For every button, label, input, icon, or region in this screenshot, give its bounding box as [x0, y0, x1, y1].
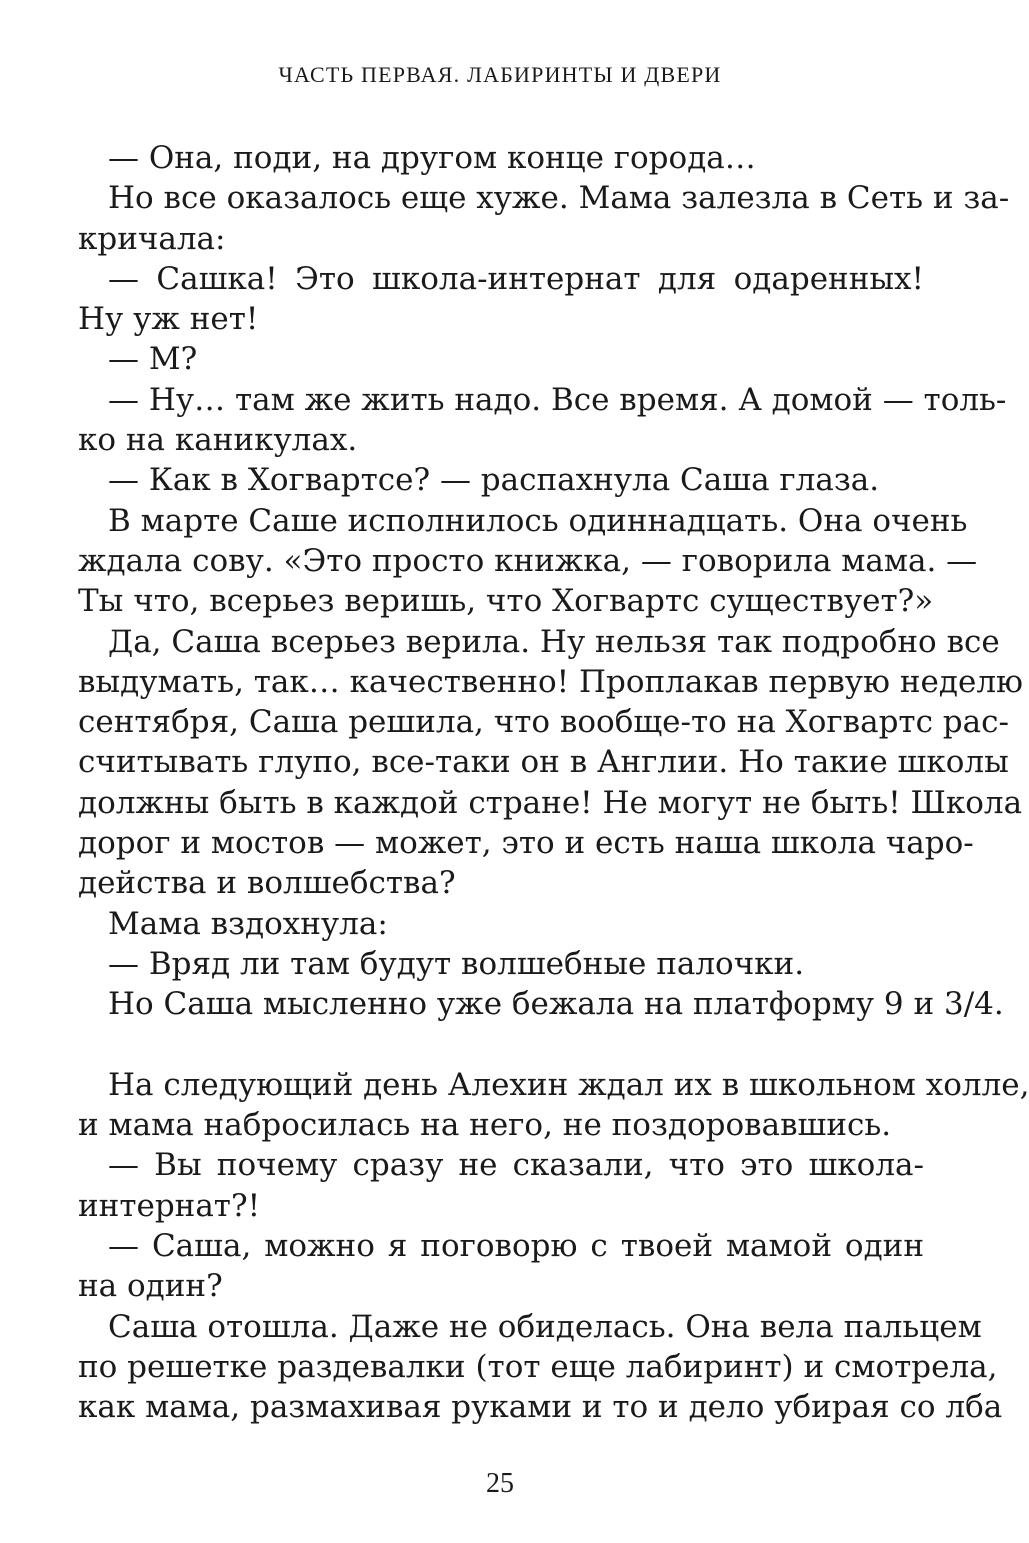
- text-line: — Вы почему сразу не сказали, что это школа-: [108, 1147, 924, 1184]
- text-line: — Сашка! Это школа-интернат для одаренных!: [108, 260, 924, 297]
- text-line: — М?: [108, 341, 198, 378]
- text-line: кричала:: [78, 220, 226, 257]
- text-line: должны быть в каждой стране! Не могут не быть! Школа: [78, 784, 1023, 821]
- text-line: Мама вздохнула:: [108, 905, 388, 942]
- text-line: Ты что, всерьез веришь, что Хогвартс существует?»: [78, 583, 934, 620]
- blank-line: [78, 1025, 924, 1065]
- text-line: на один?: [78, 1268, 223, 1305]
- text-line: интернат?!: [78, 1187, 261, 1224]
- text-line: считывать глупо, все-таки он в Англии. Но такие школы: [78, 744, 1009, 781]
- text-line: дорог и мостов — может, это и есть наша школа чаро-: [78, 825, 974, 862]
- text-line: — Она, поди, на другом конце города…: [108, 140, 756, 176]
- text-line: сентября, Саша решила, что вообще-то на Хогвартс рас-: [78, 704, 1009, 741]
- text-line: Да, Саша всерьез верила. Ну нельзя так подробно все: [108, 623, 1000, 660]
- text-line: В марте Саше исполнилось одиннадцать. Она очень: [108, 502, 968, 539]
- text-line: — Вряд ли там будут волшебные палочки.: [108, 945, 805, 982]
- text-line: по решетке раздевалки (тот еще лабиринт) и смотрела,: [78, 1348, 998, 1385]
- text-line: — Ну… там же жить надо. Все время. А домой — толь-: [108, 381, 1007, 418]
- text-line: Но все оказалось еще хуже. Мама залезла в Сеть и за-: [108, 180, 1010, 217]
- text-line: как мама, размахивая руками и то и дело убирая со лба: [78, 1389, 1003, 1426]
- text-line: На следующий день Алехин ждал их в школьном холле,: [108, 1066, 1029, 1103]
- text-line: действа и волшебства?: [78, 865, 456, 902]
- running-header: ЧАСТЬ ПЕРВАЯ. ЛАБИРИНТЫ И ДВЕРИ: [278, 62, 722, 87]
- text-line: Но Саша мысленно уже бежала на платформу 9 и 3/4.: [108, 986, 1004, 1023]
- text-line: и мама набросилась на него, не поздоровавшись.: [78, 1107, 892, 1144]
- body-text: [78, 138, 1029, 1428]
- text-line: ждала сову. «Это просто книжка, — говорила мама. —: [78, 542, 978, 579]
- text-line: — Саша, можно я поговорю с твоей мамой один: [108, 1228, 924, 1265]
- text-line: выдумать, так… качественно! Проплакав первую неделю: [78, 663, 1024, 700]
- page-number: 25: [486, 1468, 514, 1499]
- text-line: Ну уж нет!: [78, 301, 259, 338]
- text-line: Саша отошла. Даже не обиделась. Она вела пальцем: [108, 1308, 982, 1345]
- text-line: — Как в Хогвартсе? — распахнула Саша глаза.: [108, 462, 880, 499]
- text-line: ко на каникулах.: [78, 422, 358, 459]
